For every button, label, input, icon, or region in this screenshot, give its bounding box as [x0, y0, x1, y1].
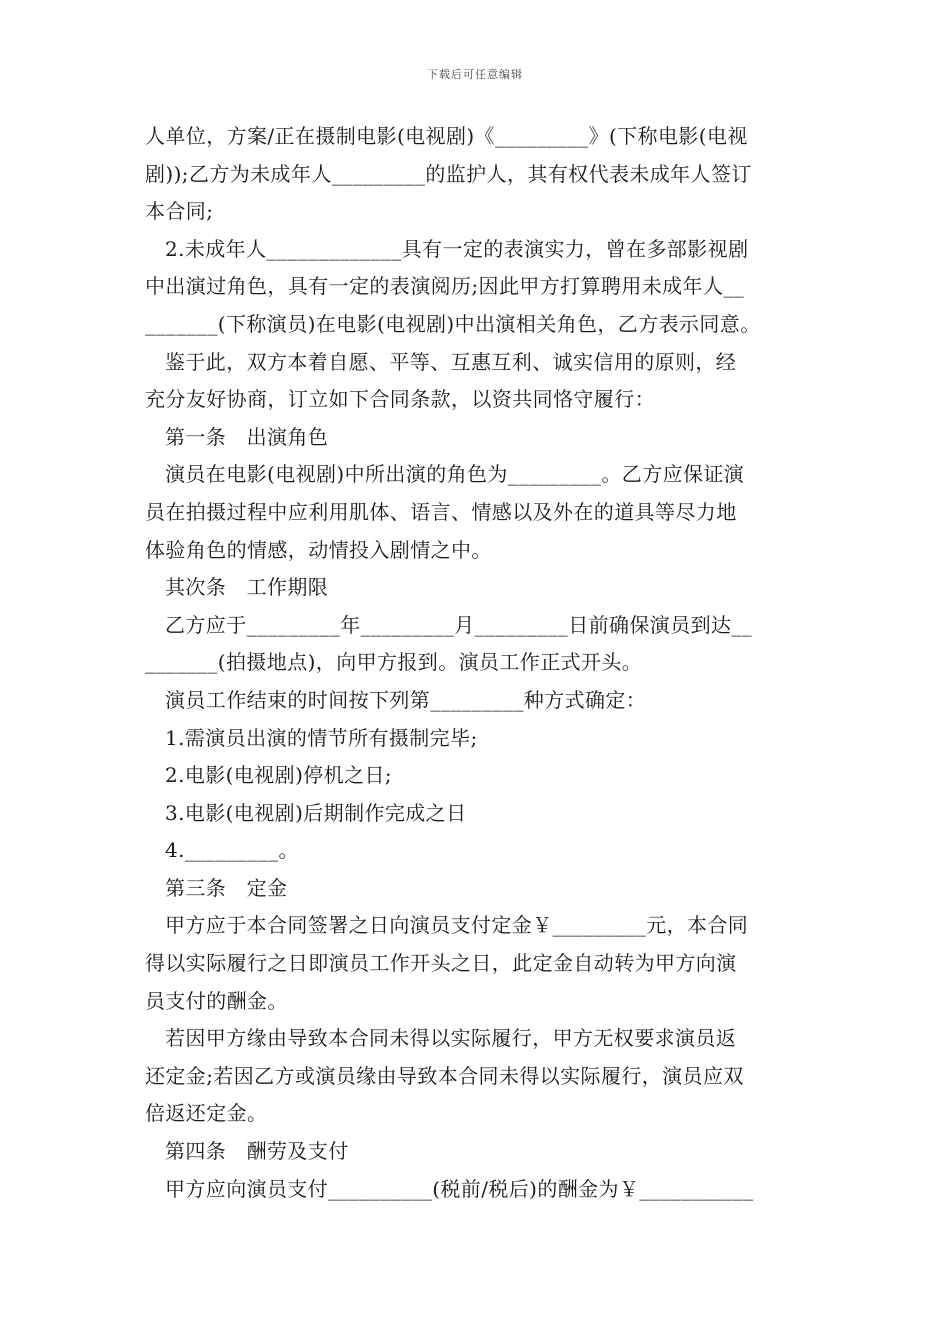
text-line: 员在拍摄过程中应利用肌体、语言、情感以及外在的道具等尽力地: [145, 499, 737, 524]
text-line: 第四条 酬劳及支付: [165, 1139, 349, 1164]
text-line: 2.电影(电视剧)停机之日;: [165, 763, 393, 788]
text-line: 2.未成年人_____________具有一定的表演实力，曾在多部影视剧: [165, 236, 749, 261]
text-line: 剧));乙方为未成年人_________的监护人，其有权代表未成年人签订: [145, 161, 752, 186]
text-line: 鉴于此，双方本着自愿、平等、互惠互利、诚实信用的原则，经: [165, 349, 737, 374]
document-body: [145, 118, 807, 1208]
text-line: 1.需演员出演的情节所有摄制完毕;: [165, 725, 478, 750]
text-line: 演员工作结束的时间按下列第_________种方式确定：: [165, 687, 647, 712]
text-line: 乙方应于_________年_________月_________日前确保演员到达__: [165, 612, 753, 637]
text-line: 人单位，方案/正在摄制电影(电视剧)《_________》(下称电影(电视: [145, 124, 748, 148]
text-line: 若因甲方缘由导致本合同未得以实际履行，甲方无权要求演员返: [165, 1026, 737, 1051]
text-line: 中出演过角色，具有一定的表演阅历;因此甲方打算聘用未成年人__: [145, 274, 745, 299]
text-line: _______(拍摄地点)，向甲方报到。演员工作正式开头。: [145, 650, 643, 675]
text-line: 甲方应向演员支付__________(税前/税后)的酬金为￥___________: [165, 1176, 754, 1201]
text-line: 本合同;: [145, 199, 214, 224]
text-line: 第一条 出演角色: [165, 424, 329, 449]
text-line: 员支付的酬金。: [145, 988, 288, 1013]
text-line: _______(下称演员)在电影(电视剧)中出演相关角色，乙方表示同意。: [145, 311, 761, 336]
text-line: 4._________。: [165, 838, 299, 863]
text-line: 还定金;若因乙方或演员缘由导致本合同未得以实际履行，演员应双: [145, 1063, 744, 1088]
text-line: 甲方应于本合同签署之日向演员支付定金￥_________元，本合同: [165, 913, 749, 938]
text-line: 倍返还定金。: [145, 1101, 268, 1126]
text-line: 其次条 工作期限: [165, 575, 329, 600]
text-line: 得以实际履行之日即演员工作开头之日，此定金自动转为甲方向演: [145, 951, 737, 976]
text-line: 第三条 定金: [165, 875, 288, 900]
text-line: 充分友好协商，订立如下合同条款，以资共同恪守履行：: [145, 387, 655, 412]
text-line: 演员在电影(电视剧)中所出演的角色为_________。乙方应保证演: [165, 462, 745, 487]
page-header: 下载后可任意编辑: [427, 68, 523, 81]
text-line: 3.电影(电视剧)后期制作完成之日: [165, 800, 467, 825]
text-line: 体验角色的情感，动情投入剧情之中。: [145, 537, 492, 562]
